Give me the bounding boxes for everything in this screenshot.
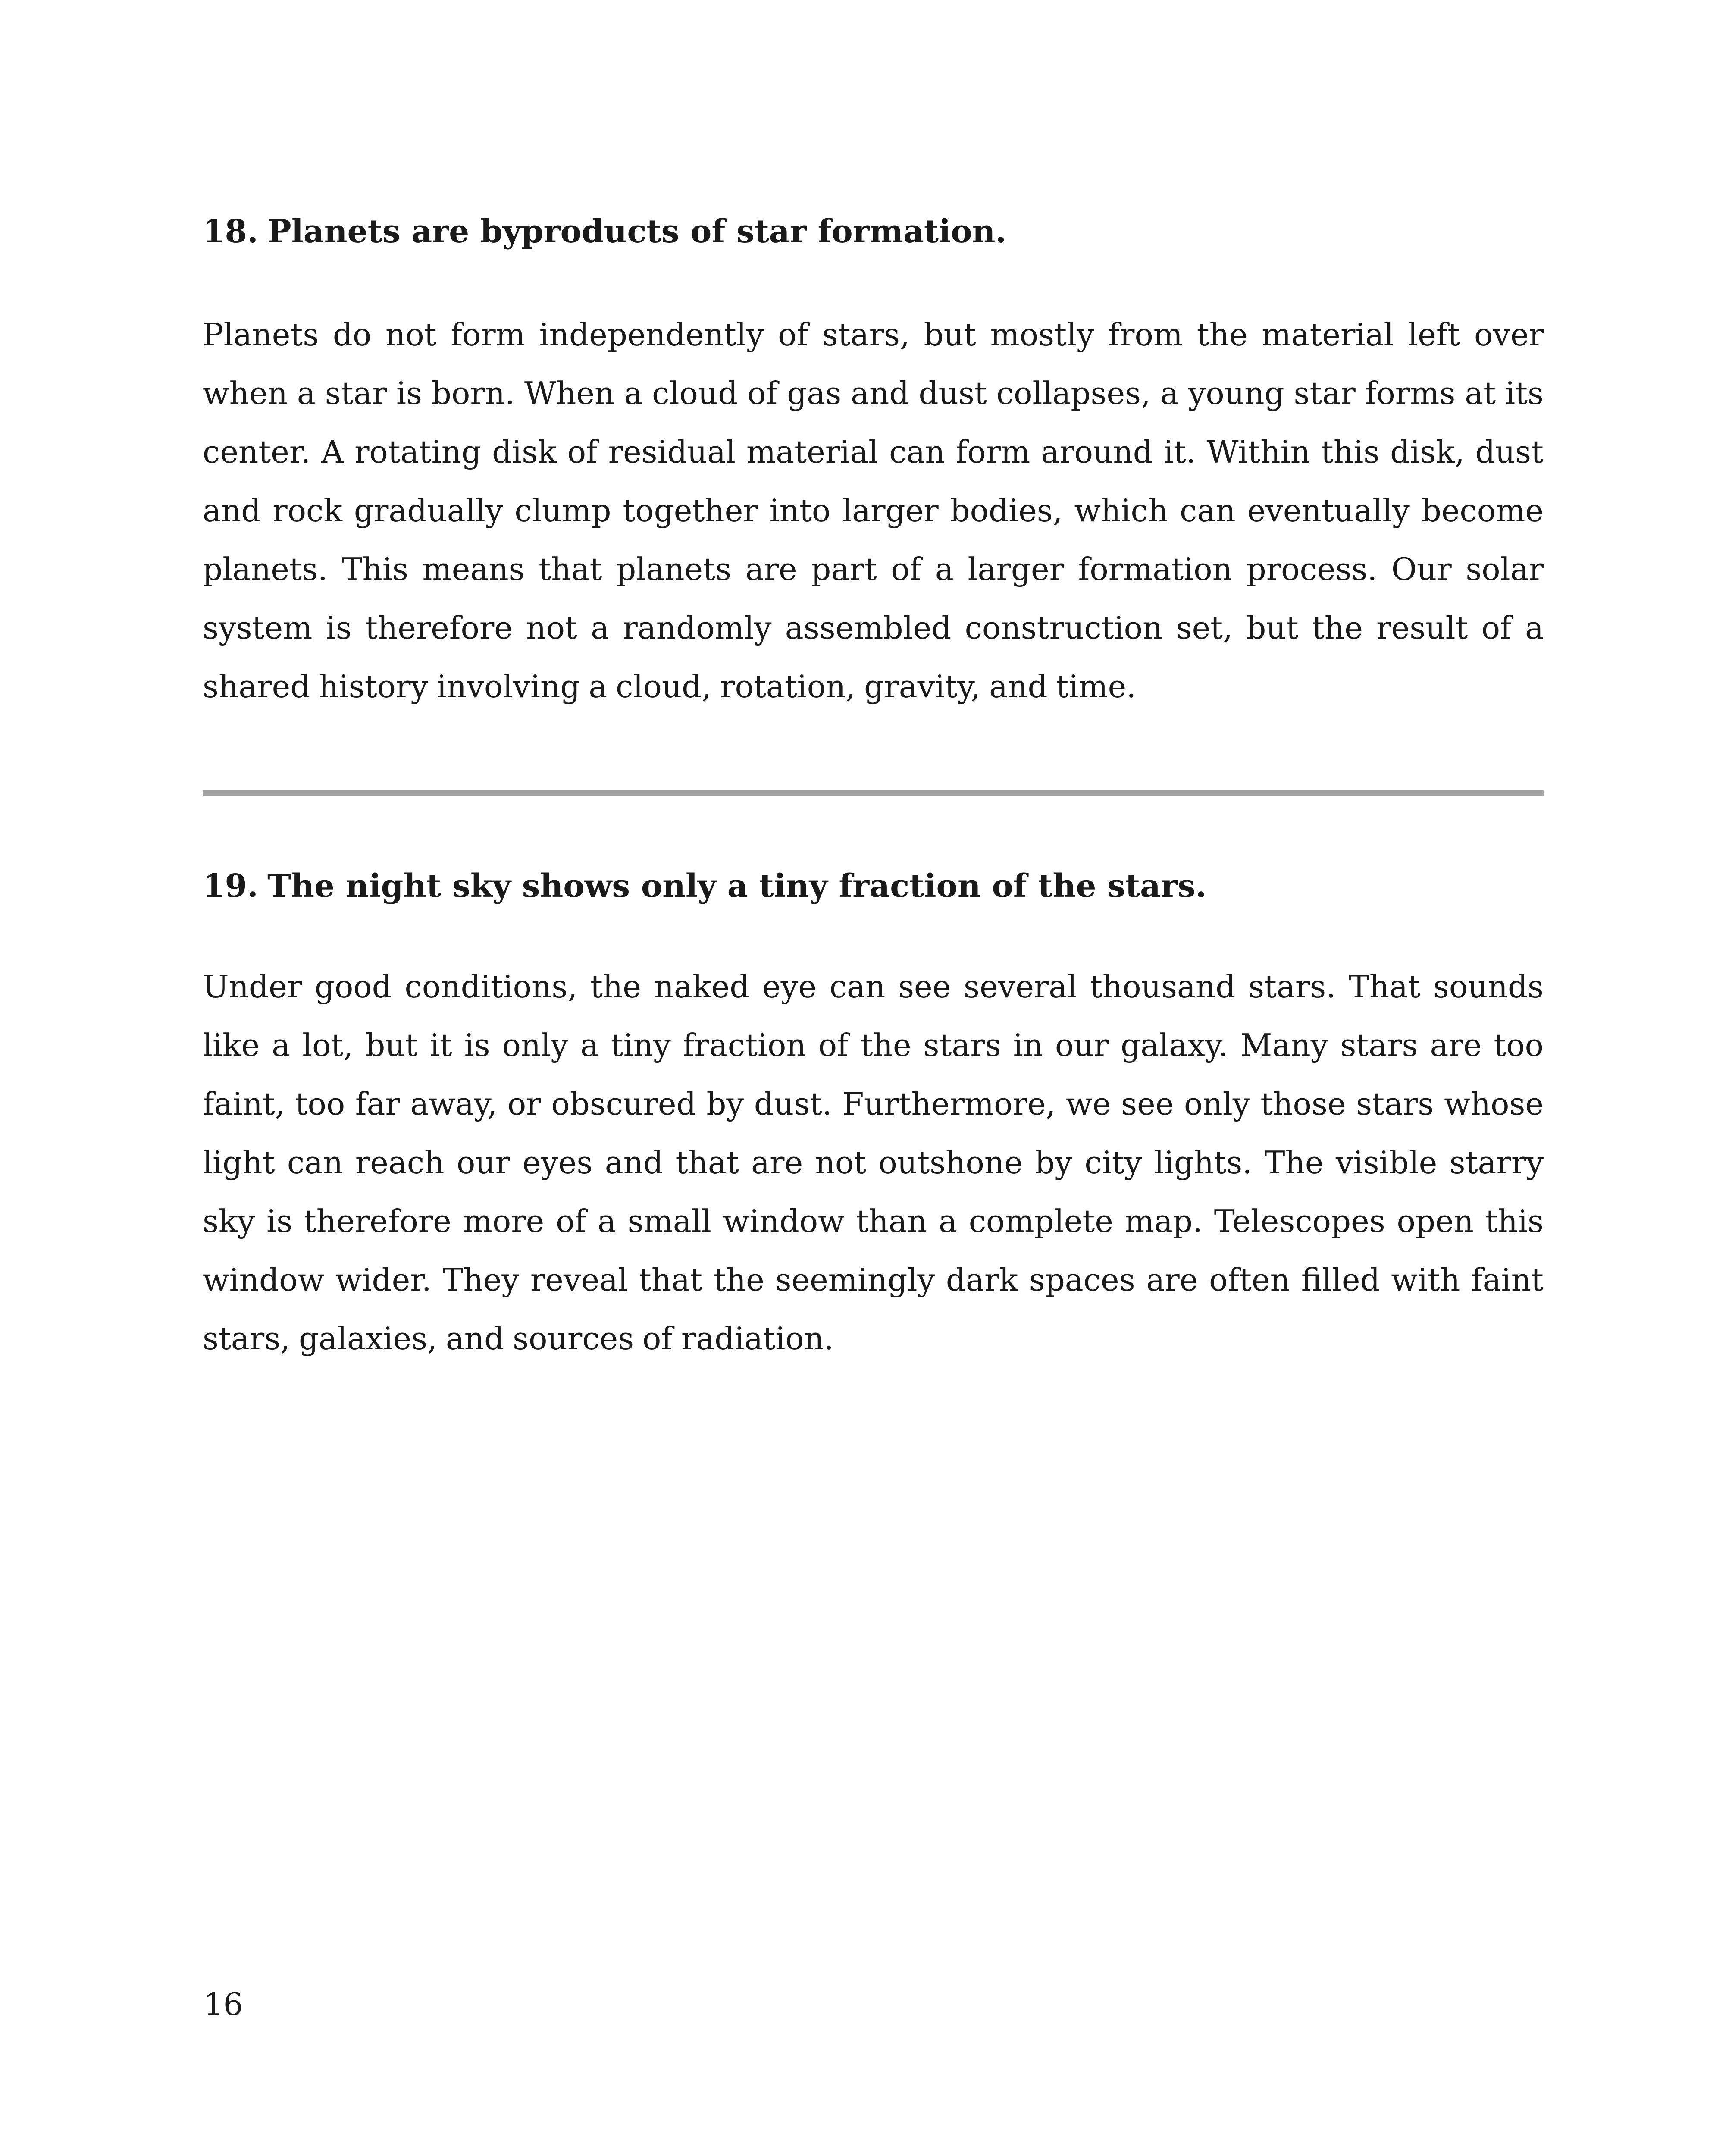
- section-19-body: Under good conditions, the naked eye can see several thousand stars. That sounds like a lot, but it is only a tiny fraction of the stars in our galaxy. Many stars are too faint, too far away, or obscured by dust. Furthermore, we see only those stars whose light can reach our eyes and that are not outshone by city lights. The visible starry sky is therefore more of a small window than a complete map. Telescopes open this window wider. They reveal that the seemingly dark spaces are often filled with faint stars, galaxies, and sources of radiation.: [203, 968, 1544, 1357]
- section-18-number: 18.: [203, 213, 258, 250]
- section-19-heading: [203, 868, 1207, 905]
- section-19-title: The night sky shows only a tiny fraction of the stars.: [267, 868, 1207, 905]
- section-19-number: 19.: [203, 868, 258, 905]
- section-18-title: Planets are byproducts of star formation.: [267, 213, 1007, 250]
- section-divider: [203, 790, 1544, 796]
- page-number: 16: [204, 1986, 243, 2022]
- section-18-heading: [203, 213, 1007, 250]
- section-18-body: Planets do not form independently of stars, but mostly from the material left over when a star is born. When a cloud of gas and dust collapses, a young star forms at its center. A rotating disk of residual material can form around it. Within this disk, dust and rock gradually clump together into larger bodies, which can eventually become planets. This means that planets are part of a larger formation process. Our solar system is therefore not a randomly assembled construction set, but the result of a shared history involving a cloud, rotation, gravity, and time.: [203, 317, 1544, 705]
